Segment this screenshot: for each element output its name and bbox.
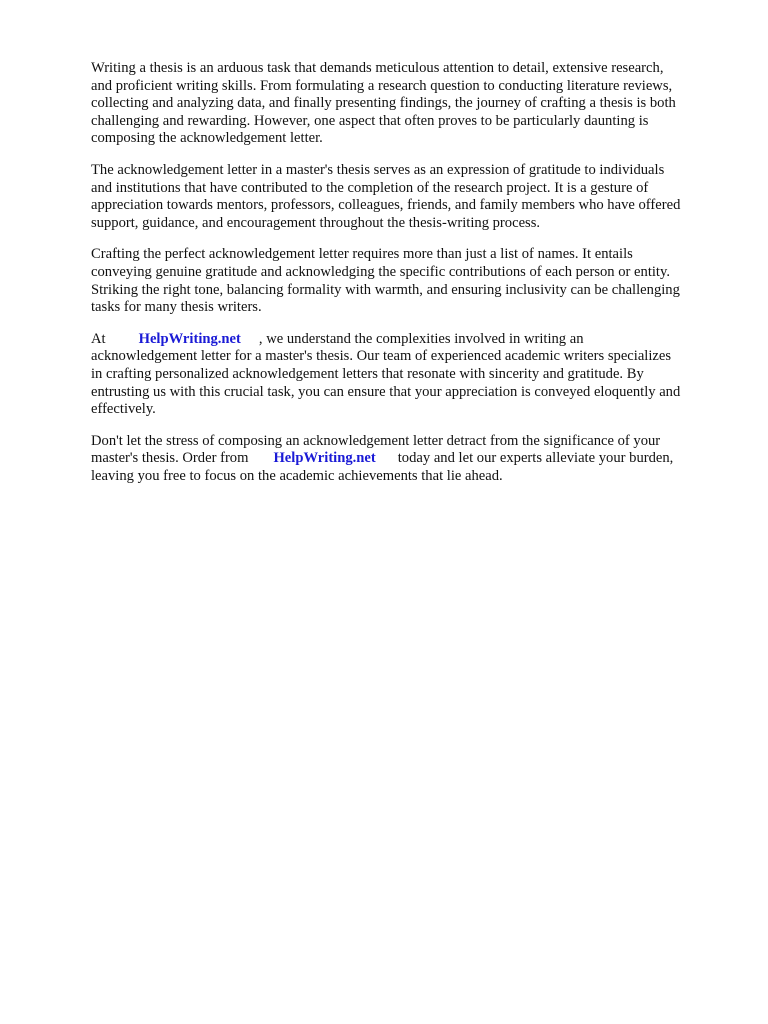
text-line: Crafting the perfect acknowledgement letter requires more than just a list of names. It entails (91, 246, 633, 263)
paragraph-intro (91, 60, 731, 148)
text-line: challenging and rewarding. However, one aspect that often proves to be particularly daunting is (91, 112, 649, 129)
text-line: entrusting us with this crucial task, you can ensure that your appreciation is conveyed eloquently and (91, 383, 681, 400)
text-line-with-link (91, 450, 731, 468)
text-line: and proficient writing skills. From formulating a research question to conducting literature reviews, (91, 77, 673, 94)
helpwriting-link[interactable]: HelpWriting.net (273, 450, 376, 467)
text-line: effectively. (91, 401, 156, 418)
line-suffix: today and let our experts alleviate your burden, (397, 450, 674, 467)
text-line: collecting and analyzing data, and finally presenting findings, the journey of crafting a thesis is both (91, 95, 676, 112)
text-line: conveying genuine gratitude and acknowledging the specific contributions of each person or entity. (91, 263, 670, 280)
text-line: The acknowledgement letter in a master's thesis serves as an expression of gratitude to individuals (91, 161, 665, 178)
paragraph-letter-purpose (91, 162, 731, 232)
paragraph-service (91, 331, 731, 419)
text-line: Don't let the stress of composing an acknowledgement letter detract from the significance of your (91, 432, 661, 449)
text-line: composing the acknowledgement letter. (91, 130, 323, 147)
text-line-with-link (91, 331, 731, 349)
text-line: tasks for many thesis writers. (91, 299, 262, 316)
line-prefix: At (91, 330, 106, 347)
paragraph-closing (91, 433, 731, 486)
text-line: support, guidance, and encouragement throughout the thesis-writing process. (91, 214, 541, 231)
helpwriting-link[interactable]: HelpWriting.net (138, 330, 241, 347)
document-body (91, 60, 731, 499)
text-line: Striking the right tone, balancing formality with warmth, and ensuring inclusivity can be challenging (91, 281, 680, 298)
text-line: leaving you free to focus on the academic achievements that lie ahead. (91, 467, 503, 484)
text-line: appreciation towards mentors, professors, colleagues, friends, and family members who have offered (91, 197, 681, 214)
text-line: and institutions that have contributed to the completion of the research project. It is a gesture of (91, 179, 649, 196)
text-line: Writing a thesis is an arduous task that demands meticulous attention to detail, extensive research, (91, 60, 664, 76)
line-prefix: master's thesis. Order from (91, 450, 249, 467)
text-line: acknowledgement letter for a master's thesis. Our team of experienced academic writers specializes (91, 348, 672, 365)
text-line: in crafting personalized acknowledgement letters that resonate with sincerity and gratitude. By (91, 365, 644, 382)
line-suffix: , we understand the complexities involved in writing an (258, 330, 584, 347)
paragraph-crafting (91, 246, 731, 316)
